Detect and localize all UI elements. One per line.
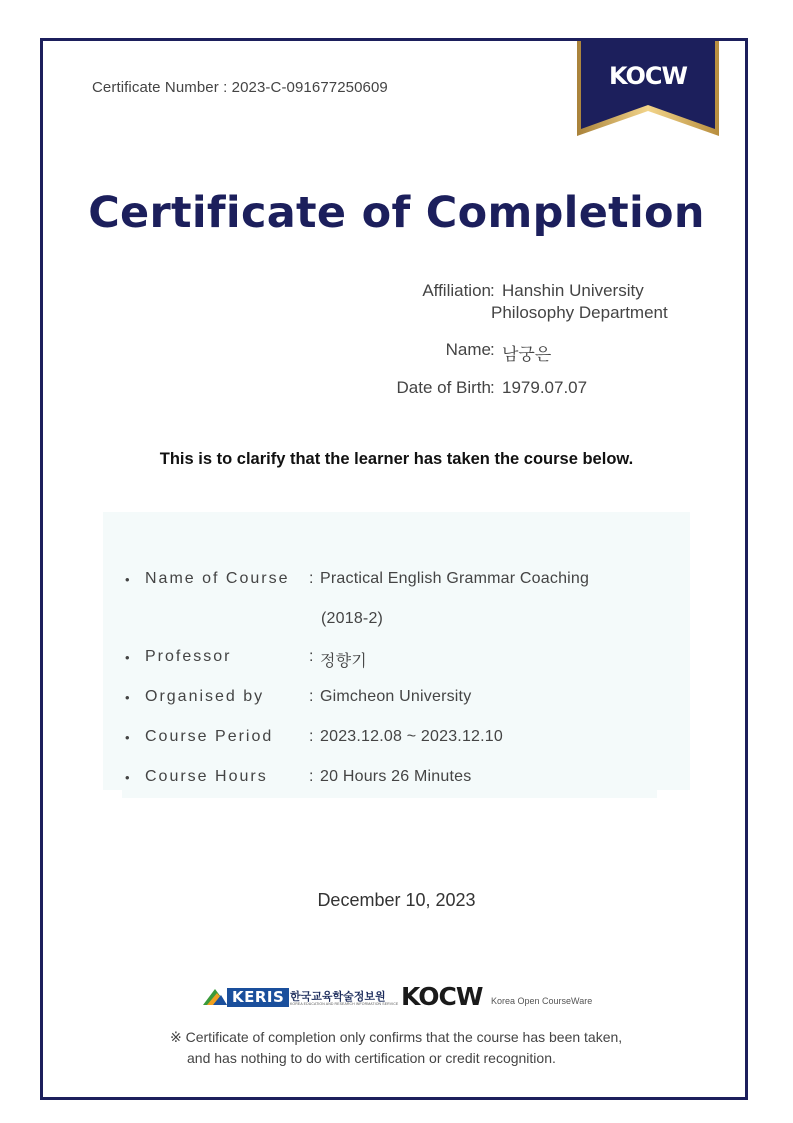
disclaimer <box>170 1027 622 1069</box>
organiser-label: Organised by <box>145 688 265 705</box>
course-name-value: Practical English Grammar Coaching <box>320 570 590 587</box>
keris-badge: KERIS <box>227 988 289 1007</box>
dob-row: Date of Birth : 1979.07.07 <box>396 378 588 397</box>
hours-label: Course Hours <box>145 768 268 785</box>
dob-label: Date of Birth <box>396 378 491 397</box>
kocw-logo: KOCW <box>401 982 483 1011</box>
course-name-value-line2: (2018-2) <box>321 610 384 627</box>
course-name-label: Name of Course <box>145 570 290 587</box>
course-row-name-2 <box>0 610 793 632</box>
professor-value: 정향기 <box>320 653 367 670</box>
name-row: Name : 남궁은 <box>445 340 552 364</box>
professor-label: Professor <box>145 648 232 665</box>
course-row-period: • Course Period : 2023.12.08 ~ 2023.12.10 <box>125 728 503 745</box>
period-label: Course Period <box>145 728 274 745</box>
hours-value: 20 Hours 26 Minutes <box>320 768 472 785</box>
certificate-number: Certificate Number : 2023-C-091677250609 <box>92 79 388 96</box>
affiliation-value-line2: Philosophy Department <box>491 303 668 322</box>
footer-logos <box>203 982 603 1012</box>
affiliation-row-2 <box>0 303 793 325</box>
course-row-professor: • Professor : 정향기 <box>125 648 367 670</box>
certificate-number-value: 2023-C-091677250609 <box>231 79 388 96</box>
course-row-organiser: • Organised by : Gimcheon University <box>125 688 472 705</box>
certificate-number-label: Certificate Number <box>92 79 219 96</box>
completion-statement: This is to clarify that the learner has taken the course below. <box>159 450 634 468</box>
certificate-title: Certificate of Completion <box>88 188 705 238</box>
disclaimer-line1: ※ Certificate of completion only confirms that the course has been taken, <box>170 1029 623 1045</box>
affiliation-label: Affiliation <box>422 281 491 300</box>
name-value: 남궁은 <box>502 345 552 364</box>
course-row-hours: • Course Hours : 20 Hours 26 Minutes <box>125 768 472 785</box>
keris-korean-name: 한국교육학술정보원 <box>290 990 386 1003</box>
keris-english-name: KOREA EDUCATION AND RESEARCH INFORMATION SERVICE <box>290 1002 399 1006</box>
dob-value: 1979.07.07 <box>502 378 588 397</box>
disclaimer-line2: and has nothing to do with certification or credit recognition. <box>187 1050 556 1066</box>
course-row-name: • Name of Course : Practical English Grammar Coaching <box>125 570 590 587</box>
organiser-value: Gimcheon University <box>320 688 472 705</box>
name-label: Name <box>445 340 491 359</box>
period-value: 2023.12.08 ~ 2023.12.10 <box>320 728 503 745</box>
affiliation-row: Affiliation : Hanshin University <box>422 281 644 300</box>
kocw-ribbon-badge <box>577 41 719 136</box>
ribbon-logo-text: KOCW <box>608 62 688 90</box>
kocw-tagline: Korea Open CourseWare <box>491 996 593 1006</box>
issue-date: December 10, 2023 <box>317 890 476 910</box>
affiliation-value-line1: Hanshin University <box>502 281 644 300</box>
keris-logo-icon <box>203 985 227 1005</box>
